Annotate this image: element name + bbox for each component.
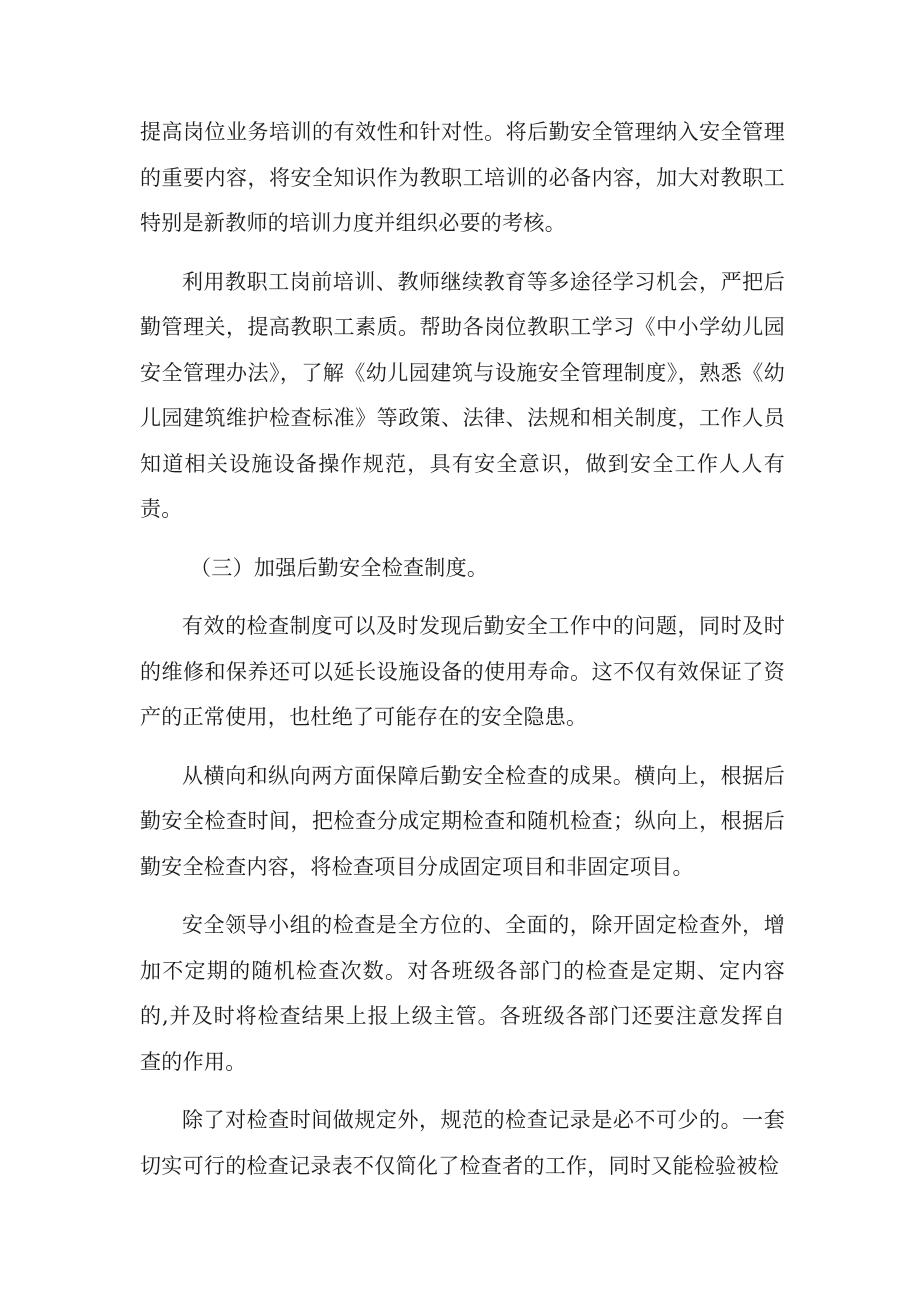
- paragraph-inspection-effective: 有效的检查制度可以及时发现后勤安全工作中的问题，同时及时的维修和保养还可以延长设施设备的使用寿命。这不仅有效保证了资产的正常使用，也杜绝了可能存在的安全隐患。: [140, 614, 785, 729]
- paragraph-training-continued: 提高岗位业务培训的有效性和针对性。将后勤安全管理纳入安全管理的重要内容，将安全知识作为教职工培训的必备内容，加大对教职工特别是新教师的培训力度并组织必要的考核。: [140, 120, 785, 235]
- paragraph-inspection-records: 除了对检查时间做规定外，规范的检查记录是必不可少的。一套切实可行的检查记录表不仅简化了检查者的工作，同时又能检验被检: [140, 1108, 785, 1178]
- paragraph-leadership-inspection: 安全领导小组的检查是全方位的、全面的，除开固定检查外，增加不定期的随机检查次数。对各班级各部门的检查是定期、定内容的,并及时将检查结果上报上级主管。各班级各部门还要注意发挥自查的作用。: [140, 913, 785, 1074]
- paragraph-inspection-dimensions: 从横向和纵向两方面保障后勤安全检查的成果。横向上，根据后勤安全检查时间，把检查分成定期检查和随机检查；纵向上，根据后勤安全检查内容，将检查项目分成固定项目和非固定项目。: [140, 763, 785, 879]
- document-body: [140, 110, 785, 1202]
- paragraph-training-opportunities: 利用教职工岗前培训、教师继续教育等多途径学习机会，严把后勤管理关，提高教职工素质。帮助各岗位教职工学习《中小学幼儿园安全管理办法》，了解《幼儿园建筑与设施安全管理制度》，熟悉《幼儿园建筑维护检查标准》等政策、法律、法规和相关制度，工作人员知道相关设施设备操作规范，具有安全意识，做到安全工作人人有责。: [140, 269, 785, 521]
- section-heading-inspection: （三）加强后勤安全检查制度。: [190, 555, 489, 580]
